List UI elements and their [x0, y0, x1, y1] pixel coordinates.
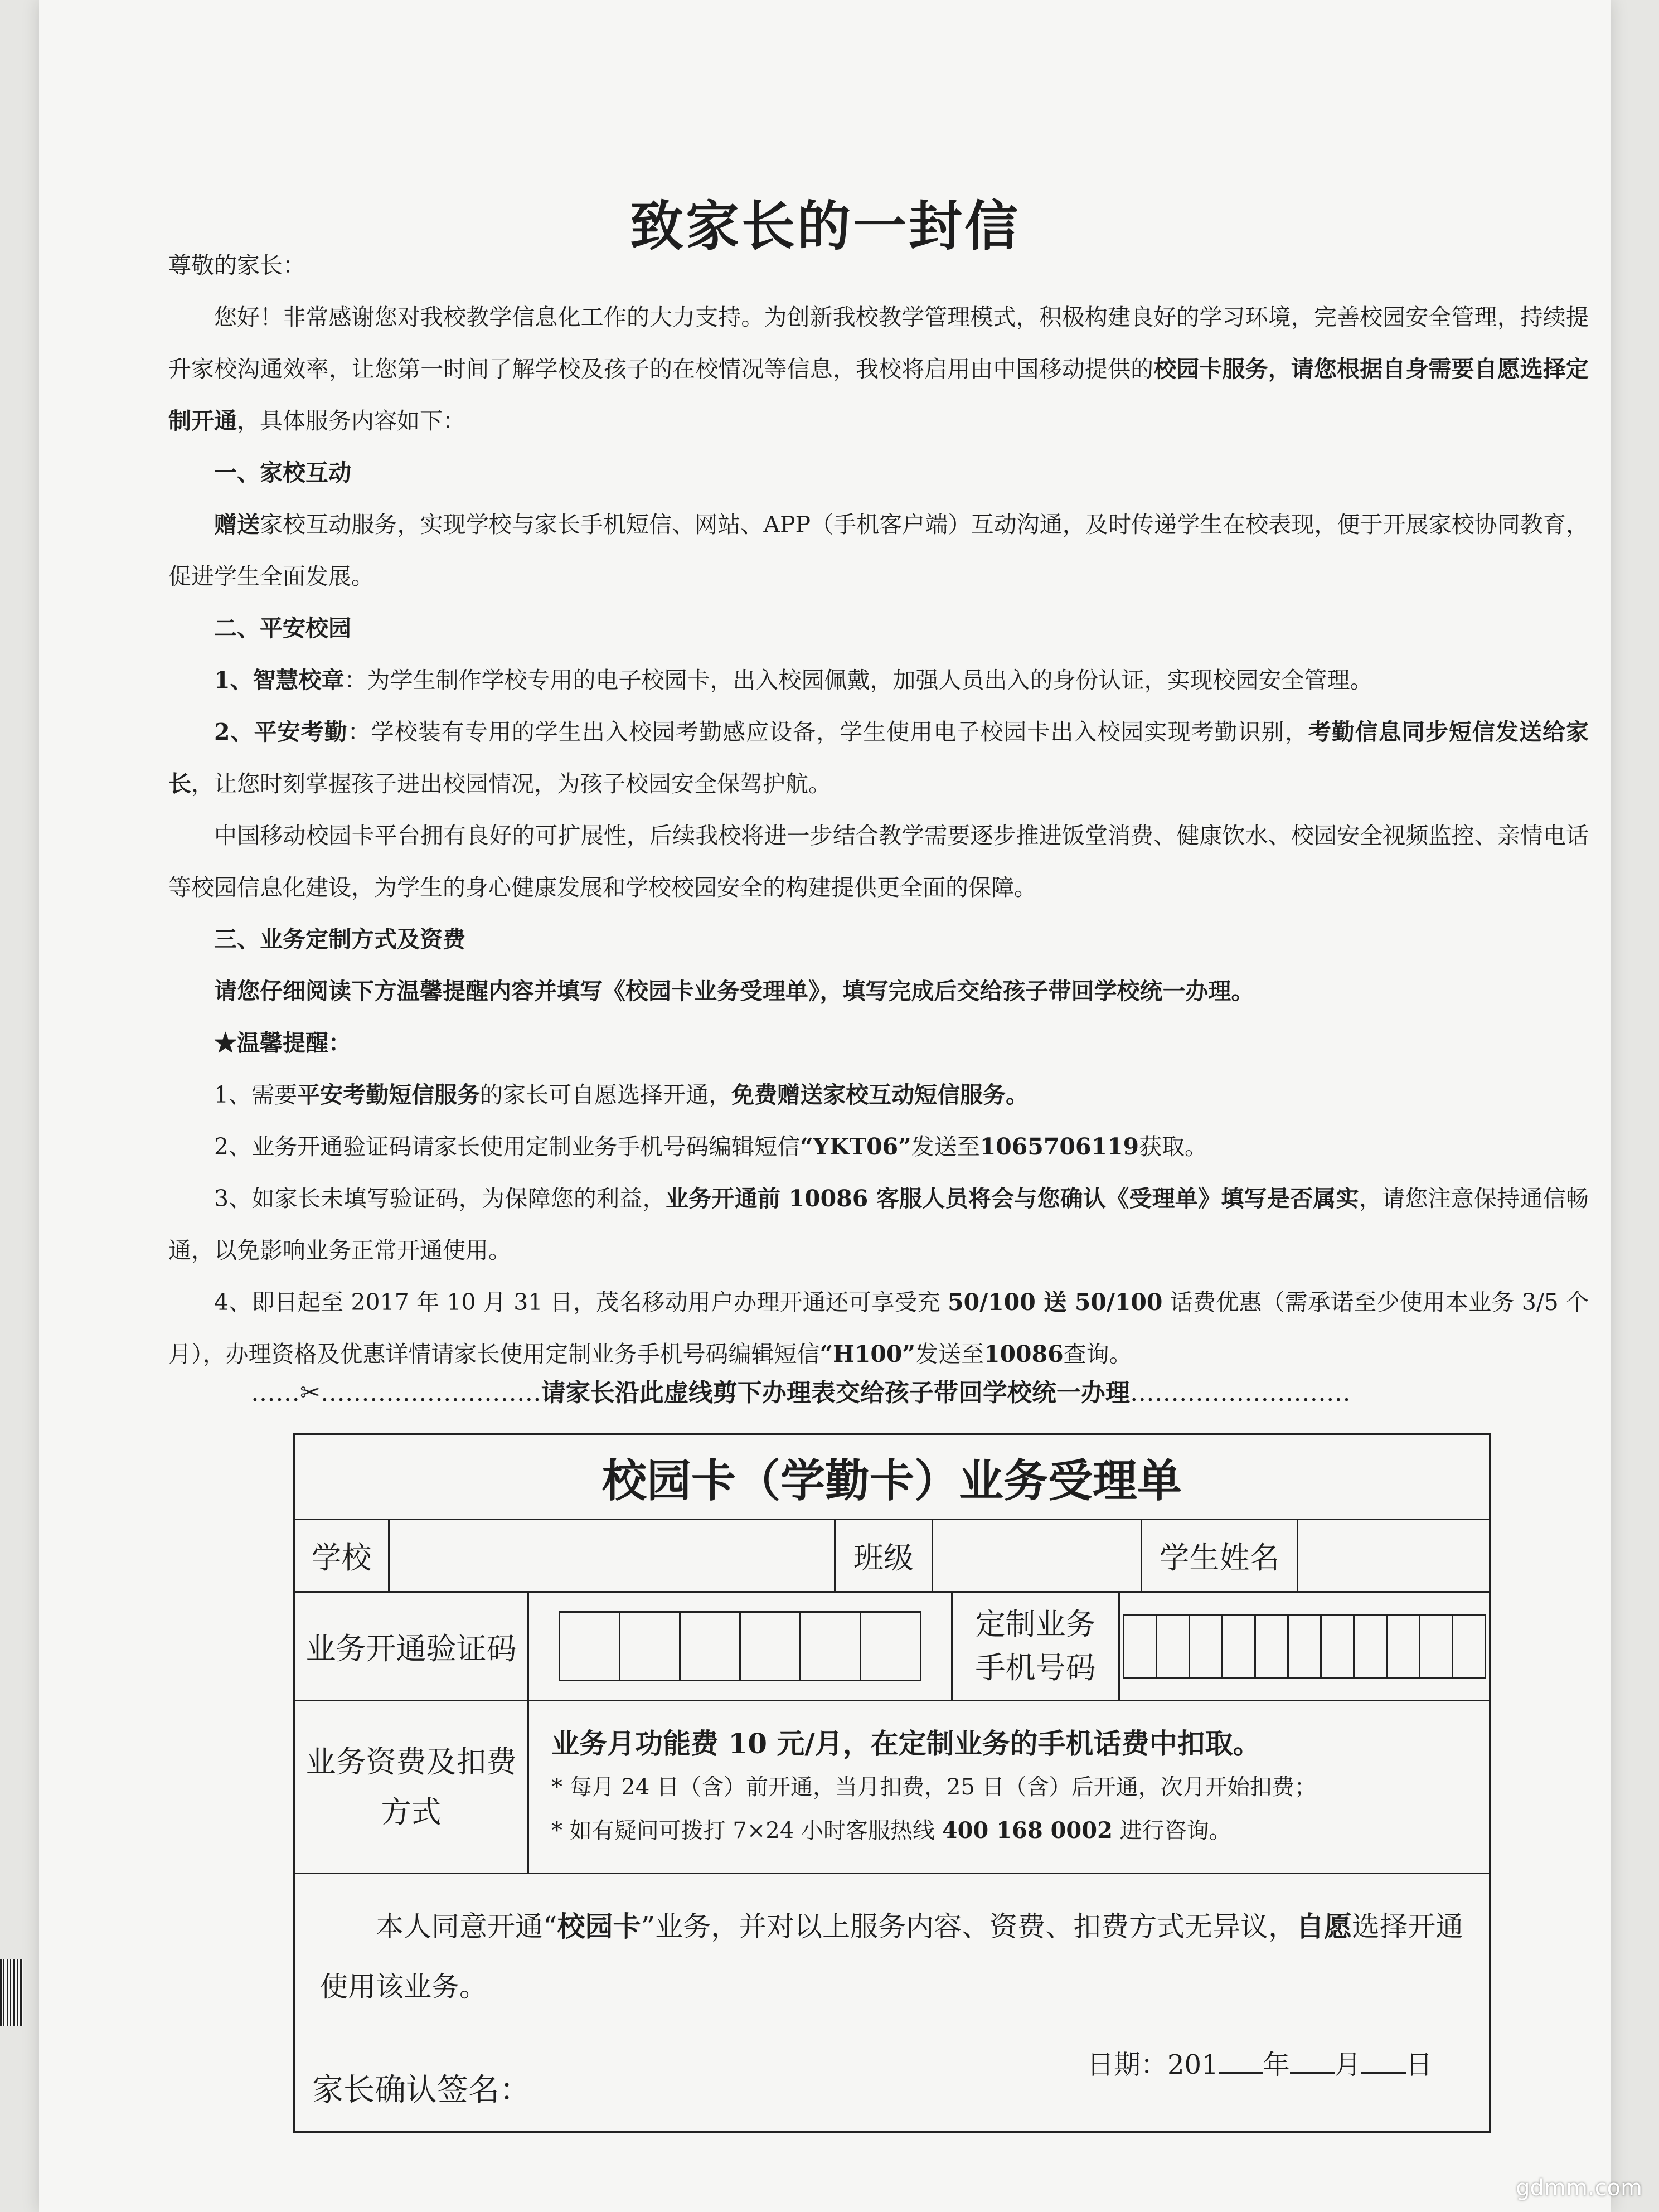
- fee-note-1: * 每月 24 日（含）前开通，当月扣费，25 日（含）后开通，次月开始扣费；: [551, 1774, 1317, 1800]
- phone-number-input[interactable]: [1120, 1593, 1489, 1700]
- scissors-icon: ✂: [300, 1379, 321, 1407]
- section-1-title: 一、家校互动: [214, 459, 351, 486]
- code-label: 业务开通验证码: [295, 1593, 529, 1700]
- fee-label: 业务资费及扣费 方式: [295, 1701, 529, 1873]
- student-name-input[interactable]: [1298, 1520, 1489, 1591]
- fee-note-2: * 如有疑问可拨打 7×24 小时客服热线 400 168 0002 进行咨询。: [551, 1817, 1231, 1844]
- form-title: 校园卡（学勤卡）业务受理单: [602, 1454, 1182, 1507]
- school-label: 学校: [295, 1520, 390, 1591]
- section-3-intro: 请您仔细阅读下方温馨提醒内容并填写《校园卡业务受理单》，填写完成后交给孩子带回学校统一办理。: [214, 978, 1254, 1005]
- verification-code-input[interactable]: [529, 1593, 953, 1700]
- fee-row: [295, 1701, 1489, 1874]
- agreement-text: 本人同意开通“校园卡”业务，并对以上服务内容、资费、扣费方式无异议，自愿选择开通使用该业务。: [320, 1910, 1464, 2003]
- school-input[interactable]: [390, 1520, 836, 1591]
- greeting: 尊敬的家长：: [168, 252, 305, 279]
- tip-4: 4、即日起至 2017 年 10 月 31 日，茂名移动用户办理开通还可享受充 50/100 送 50/100 话费优惠（需承诺至少使用本业务 3/5 个月），办理资格及优惠详情请家长使用定制业务手机号码编辑短信“H100”发送至10086查询。: [168, 1289, 1589, 1367]
- section-1-text: 赠送家校互动服务，实现学校与家长手机短信、网站、APP（手机客户端）互动沟通，及时传递学生在校表现，便于开展家校协同教育，促进学生全面发展。: [168, 511, 1589, 590]
- class-input[interactable]: [933, 1520, 1142, 1591]
- section-2-title: 二、平安校园: [214, 615, 351, 642]
- intro-paragraph: 您好！非常感谢您对我校教学信息化工作的大力支持。为创新我校教学管理模式，积极构建良好的学习环境，完善校园安全管理，持续提升家校沟通效率，让您第一时间了解学校及孩子的在校情况等信息，我校将启用由中国移动提供的校园卡服务，请您根据自身需要自愿选择定制开通，具体服务内容如下：: [168, 304, 1589, 434]
- fee-details: [529, 1701, 1489, 1873]
- tip-1: 1、需要平安考勤短信服务的家长可自愿选择开通，免费赠送家校互动短信服务。: [214, 1081, 1029, 1108]
- watermark: gdmm.com: [1516, 2175, 1642, 2201]
- paper-sheet: [39, 0, 1611, 2212]
- section-2-item-1: 1、智慧校章：为学生制作学校专用的电子校园卡，出入校园佩戴，加强人员出入的身份认证，实现校园安全管理。: [214, 667, 1373, 693]
- tips-title: ★温馨提醒：: [214, 1030, 351, 1056]
- class-label: 班级: [836, 1520, 933, 1591]
- cut-line: ……✂………………………请家长沿此虚线剪下办理表交给孩子带回学校统一办理………………………: [251, 1379, 1351, 1407]
- application-form: [293, 1433, 1491, 2133]
- section-2-item-2: 2、平安考勤：学校装有专用的学生出入校园考勤感应设备，学生使用电子校园卡出入校园实现考勤识别，考勤信息同步短信发送给家长，让您时刻掌握孩子进出校园情况，为孩子校园安全保驾护航。: [168, 719, 1589, 797]
- form-title-row: [295, 1435, 1489, 1520]
- tip-2: 2、业务开通验证码请家长使用定制业务手机号码编辑短信“YKT06”发送至1065706119获取。: [214, 1133, 1208, 1160]
- barcode-icon: [0, 1959, 23, 2026]
- phone-label: 定制业务 手机号码: [953, 1593, 1120, 1700]
- student-name-label: 学生姓名: [1142, 1520, 1298, 1591]
- date-field[interactable]: 日期：201 年 月 日: [1087, 2049, 1433, 2080]
- letter-title: 致家长的一封信: [630, 195, 1020, 258]
- tip-3: 3、如家长未填写验证码，为保障您的利益，业务开通前 10086 客服人员将会与您确认《受理单》填写是否属实，请您注意保持通信畅通，以免影响业务正常开通使用。: [168, 1185, 1589, 1264]
- section-3-title: 三、业务定制方式及资费: [214, 926, 465, 953]
- letter-body: [168, 240, 1589, 1380]
- code-phone-row: [295, 1593, 1489, 1701]
- section-2-extra: 中国移动校园卡平台拥有良好的可扩展性，后续我校将进一步结合教学需要逐步推进饭堂消费、健康饮水、校园安全视频监控、亲情电话等校园信息化建设，为学生的身心健康发展和学校校园安全的构建提供更全面的保障。: [168, 822, 1589, 901]
- fee-main: 业务月功能费 10 元/月，在定制业务的手机话费中扣取。: [551, 1726, 1261, 1760]
- student-info-row: [295, 1520, 1489, 1593]
- signature-label: 家长确认签名：: [312, 2072, 531, 2108]
